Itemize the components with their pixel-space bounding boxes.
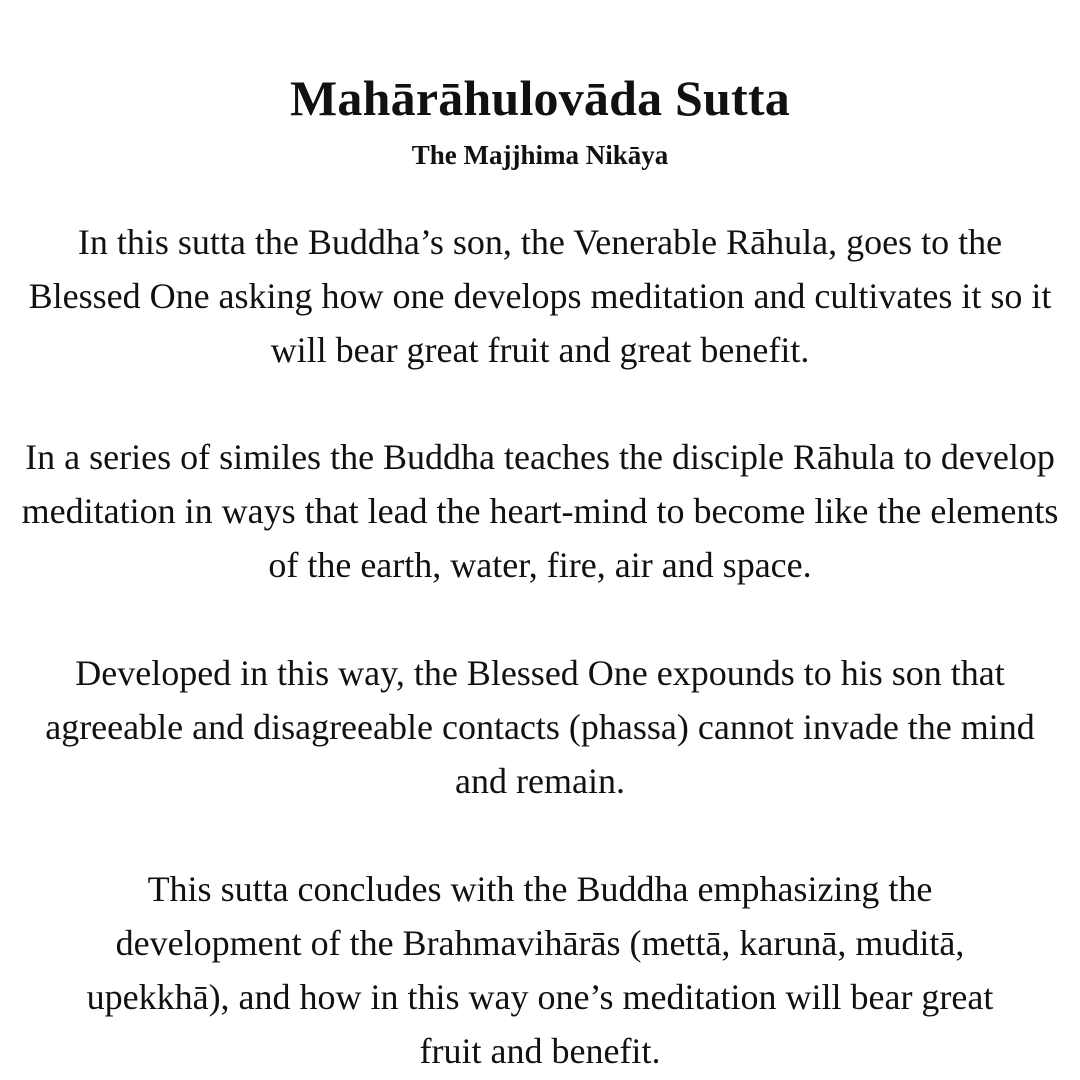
paragraph-conclusion: This sutta concludes with the Buddha emphasizing the development of the Brahmavihārās (mettā, karunā, muditā, upekkhā), and how in this way one’s meditation will bear great fruit and benefit. <box>86 869 994 1071</box>
paragraph-contacts: Developed in this way, the Blessed One expounds to his son that agreeable and disagreeable contacts (phassa) cannot invade the mind and remain. <box>45 653 1035 801</box>
page-title: Mahārāhulovāda Sutta <box>290 70 790 126</box>
paragraph-intro: In this sutta the Buddha’s son, the Venerable Rāhula, goes to the Blessed One asking how one develops meditation and cultivates it so it will bear great fruit and great benefit. <box>28 222 1052 370</box>
paragraph-similes: In a series of similes the Buddha teaches the disciple Rāhula to develop meditation in ways that lead the heart-mind to become like the elements of the earth, water, fire, air and space. <box>21 437 1059 585</box>
page-subtitle: The Majjhima Nikāya <box>411 140 669 170</box>
